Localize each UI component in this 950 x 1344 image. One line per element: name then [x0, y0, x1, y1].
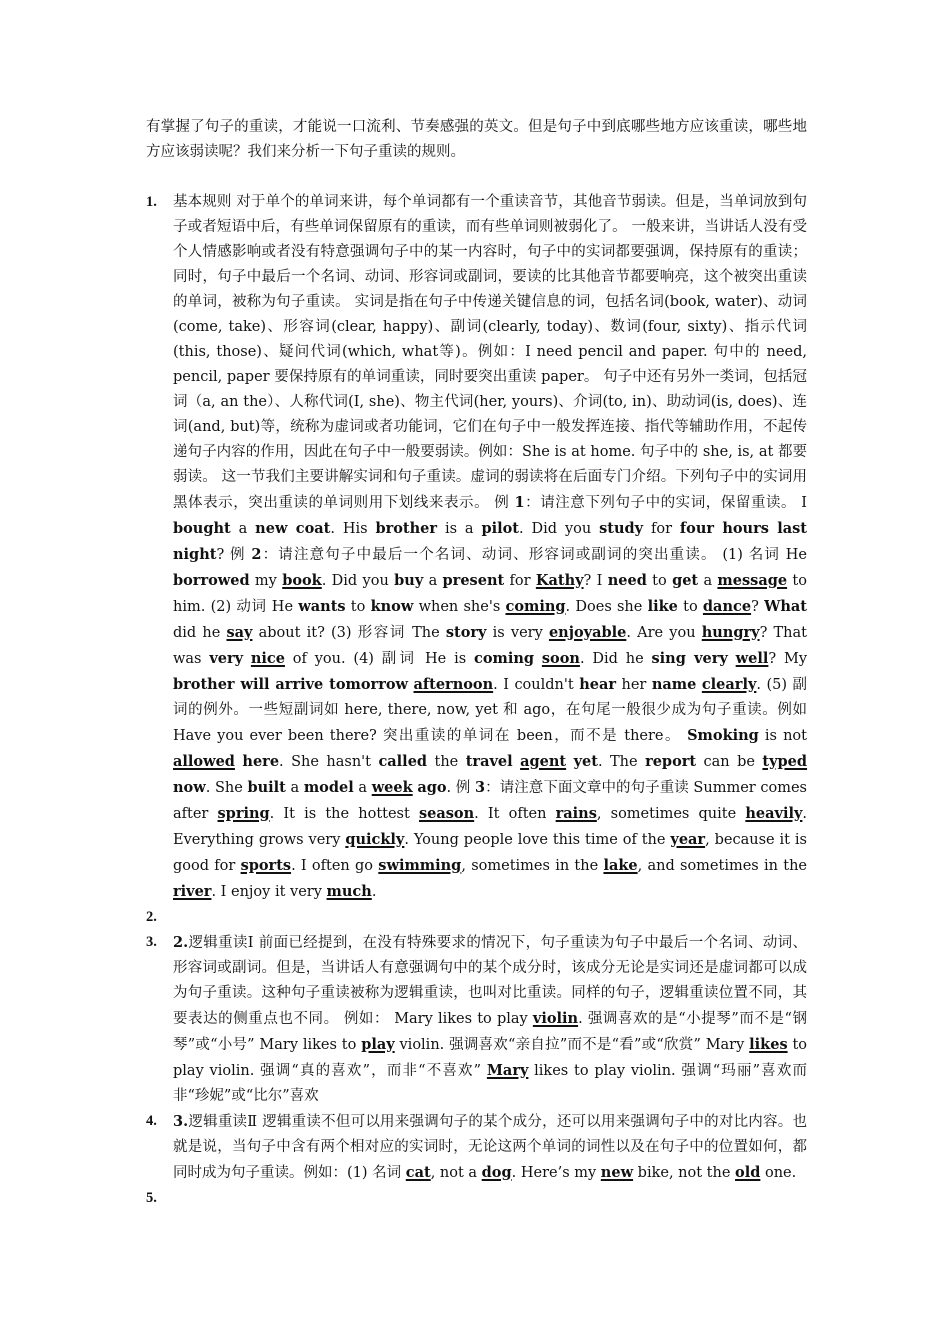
text-run: . Are you	[626, 625, 702, 641]
text-run	[513, 754, 520, 770]
stressed-word: river	[173, 883, 212, 900]
content-word: brother will arrive tomorrow	[173, 676, 408, 693]
stressed-word: well	[735, 650, 769, 667]
text-run: 基本规则 对于单个的单词来讲，每个单词都有一个重读音节，其他音节弱读。但是，当单词放到句子或者短语中后，有些单词保留原有的重读，而有些单词则被弱化了。 一般来讲，当讲话人没有受个人情感影响或者没有特意强调句子中的某一内容时，句子中的实词都要强调，保持原有的重读；同时，句子中最后一个名词、动词、形容词或副词，要读的比其他音节都要响亮，这个被突出重读的单词，被称为句子重读。 实词是指在句子中传递关键信息的词，包括名词(book, water)、动词(come, take)、形容词(clear, happy)、副词(clearly, today)、数词(four, sixty)、指示代词(this, those)、疑问代词(which, what等)。例如：I need pencil and paper. 句中的 need, pencil, paper 要保持原有的单词重读，同时要突出重读 paper。 句子中还有另外一类词，包括冠词（a, an the）、人称代词(I, she)、物主代词(her, yours)、介词(to, in)、助动词(is, does)、连词(and, but)等，统称为虚词或者功能词，它们在句子中一般发挥连接、指代等辅助作用，不起传递句子内容的作用，因此在句子中一般要弱读。例如：She is at home. 句子中的 she, is, at 都要弱读。 这一节我们主要讲解实词和句子重读。虚词的弱读将在后面专门介绍。下列句子中的实词用黑体表示，突出重读的单词则用下划线来表示。 例	[173, 194, 807, 511]
text-run: . She hasn't	[279, 754, 379, 770]
text-run: . 强调喜欢的是“小提琴”而不是“钢琴”或“小号” Mary likes to	[173, 1011, 807, 1053]
text-run: . His	[330, 521, 376, 537]
text-run: ：请注意下面文章中的句子重读 Summer comes after	[173, 780, 807, 822]
list-number: 2.	[146, 909, 157, 925]
list-item	[146, 930, 807, 1109]
text-run: of you. (4) 副词 He is	[284, 651, 474, 667]
text-run: . Everything grows very	[173, 806, 807, 848]
list-item	[146, 190, 807, 905]
text-run: a	[230, 521, 256, 537]
text-run: . I often go	[291, 858, 379, 874]
stressed-word: say	[226, 624, 253, 641]
text-run: her	[616, 677, 652, 693]
content-word: new coat	[255, 520, 331, 537]
stressed-word: rains	[555, 805, 597, 822]
text-run: ? That was	[173, 625, 807, 667]
stressed-word: dog	[481, 1164, 512, 1181]
list-number: 1.	[146, 194, 157, 210]
text-run: ?	[751, 599, 765, 615]
stressed-word: likes	[749, 1036, 788, 1053]
content-word: present	[442, 572, 505, 589]
content-word: name	[651, 676, 697, 693]
stressed-word: typed	[762, 753, 808, 770]
content-word: hear	[579, 676, 616, 693]
content-word: brother	[375, 520, 438, 537]
stressed-word: much	[326, 883, 372, 900]
content-word: four hours last night	[173, 520, 807, 563]
text-run: . Did you	[321, 573, 395, 589]
text-run: , and sometimes in the	[637, 858, 807, 874]
content-word: called	[378, 753, 428, 770]
content-word: 3.	[173, 1113, 189, 1130]
content-word: pilot	[481, 520, 519, 537]
stressed-word: season	[418, 805, 475, 822]
text-run: ? I	[583, 573, 608, 589]
text-run: one.	[760, 1165, 797, 1181]
stressed-word: violin	[532, 1010, 579, 1027]
list-item	[146, 905, 807, 930]
stressed-word: week	[371, 779, 413, 796]
text-run	[534, 651, 542, 667]
content-word: model	[303, 779, 354, 796]
text-run: . I enjoy it very	[211, 884, 327, 900]
stressed-word: coming	[505, 598, 566, 615]
stressed-word: year	[670, 831, 706, 848]
text-run: . Did he	[579, 651, 652, 667]
text-run: is very	[486, 625, 549, 641]
content-word: travel	[465, 753, 513, 770]
list-item	[146, 1109, 807, 1186]
text-run: . Does she	[565, 599, 648, 615]
content-word: borrowed	[173, 572, 250, 589]
text-run: to	[677, 599, 703, 615]
content-word: coming	[474, 650, 535, 667]
content-word: buy	[394, 572, 424, 589]
text-run: to	[646, 573, 673, 589]
text-run: 逻辑重读Ⅱ 逻辑重读不但可以用来强调句子的某个成分，还可以用来强调句子中的对比内容。也就是说，当句子中含有两个相对应的实词时，无论这两个单词的词性以及在句子中的位置如何，都同时成为句子重读。例如：(1) 名词	[173, 1114, 807, 1181]
stressed-word: heavily	[745, 805, 803, 822]
text-run: did he	[173, 625, 227, 641]
list-number: 3.	[146, 934, 157, 950]
text-run: a	[698, 573, 718, 589]
content-word: report	[645, 753, 697, 770]
text-run: ? 例	[216, 547, 252, 563]
stressed-word: lake	[603, 857, 638, 874]
text-run: the	[427, 754, 466, 770]
stressed-word: nice	[250, 650, 285, 667]
text-run: ：请注意句子中最后一个名词、动词、形容词或副词的突出重读。 (1) 名词 He	[261, 547, 808, 563]
text-run: likes to play violin. 强调“玛丽”喜欢而非“珍妮”或“比尔”喜欢	[173, 1063, 807, 1104]
text-run: , not a	[430, 1165, 482, 1181]
stressed-word: hungry	[701, 624, 760, 641]
stressed-word: quickly	[345, 831, 405, 848]
content-word: Smoking	[687, 727, 759, 744]
intro-paragraph: 有掌握了句子的重读，才能说一口流利、节奏感强的英文。但是句子中到底哪些地方应该重读，哪些地方应该弱读呢？我们来分析一下句子重读的规则。	[146, 119, 807, 160]
text-run: about it? (3) 形容词 The	[252, 625, 446, 641]
content-word: story	[445, 624, 487, 641]
content-word: like	[647, 598, 678, 615]
stressed-word: message	[717, 572, 788, 589]
stressed-word: afternoon	[413, 676, 494, 693]
stressed-word: new	[600, 1164, 634, 1181]
text-run: . Did you	[519, 521, 600, 537]
text-run	[243, 651, 251, 667]
stressed-word: play	[361, 1036, 395, 1053]
text-run: is not	[758, 728, 807, 744]
stressed-word: clearly	[701, 676, 757, 693]
text-run: . Young people love this time of the	[404, 832, 671, 848]
content-word: 2	[251, 546, 262, 563]
text-run: .	[371, 884, 377, 900]
text-run: 逻辑重读Ⅰ 前面已经提到，在没有特殊要求的情况下，句子重读为句子中最后一个名词、动词、形容词或副词。但是，当讲话人有意强调句中的某个成分时，该成分无论是实词还是虚词都可以成为句子重读。这种句子重读被称为逻辑重读，也叫对比重读。同样的句子，逻辑重读位置不同，其要表达的侧重点也不同。 例如： Mary likes to play	[173, 935, 807, 1027]
text-run: bike, not the	[633, 1165, 736, 1181]
text-run: , because it is good for	[173, 832, 807, 874]
text-run: . Here’s my	[511, 1165, 601, 1181]
text-run: ：请注意下列句子中的实词，保留重读。 I	[524, 495, 807, 511]
numbered-list	[146, 190, 807, 1211]
text-run: . 例	[446, 780, 476, 796]
stressed-word: old	[735, 1164, 761, 1181]
stressed-word: allowed	[173, 753, 235, 770]
stressed-word: sports	[240, 857, 292, 874]
content-word: study	[599, 520, 644, 537]
content-word: 1	[514, 494, 525, 511]
content-word: yet	[573, 753, 598, 770]
content-word: need	[607, 572, 647, 589]
content-word: wants	[298, 598, 346, 615]
text-run: ? My	[768, 651, 808, 667]
text-run: , sometimes in the	[461, 858, 604, 874]
stressed-word: swimming	[378, 857, 462, 874]
text-run: . It is the hottest	[269, 806, 419, 822]
text-run: to play violin. 强调“真的喜欢”，而非“不喜欢”	[173, 1037, 808, 1079]
stressed-word: Mary	[486, 1062, 529, 1079]
content-word: 3	[475, 779, 486, 796]
stressed-word: soon	[541, 650, 580, 667]
content-word: What	[764, 598, 807, 615]
content-word: get	[672, 572, 699, 589]
content-word: know	[370, 598, 414, 615]
text-run: a	[285, 780, 304, 796]
list-number: 5.	[146, 1190, 157, 1206]
stressed-word: enjoyable	[548, 624, 627, 641]
text-run: for	[504, 573, 536, 589]
text-run: violin. 强调喜欢“亲自拉”而不是“看”或“欣赏” Mary	[394, 1037, 750, 1053]
content-word: bought	[173, 520, 231, 537]
content-word: 2.	[173, 934, 189, 951]
list-number: 4.	[146, 1113, 157, 1129]
text-run: . (5) 副词的例外。一些短副词如 here, there, now, yet 和 ago，在句尾一般很少成为句子重读。例如 Have you ever been there? 突出重读的单词在 been，而不是 there。	[173, 677, 807, 744]
list-item	[146, 1186, 807, 1211]
text-run: . She	[205, 780, 248, 796]
text-run: a	[423, 573, 443, 589]
text-run: . The	[597, 754, 646, 770]
text-run	[728, 651, 736, 667]
content-word: built	[247, 779, 286, 796]
text-run: . It often	[474, 806, 556, 822]
stressed-word: agent	[520, 753, 567, 770]
content-word: very	[209, 650, 244, 667]
stressed-word: dance	[702, 598, 752, 615]
content-word: ago	[417, 779, 447, 796]
stressed-word: cat	[405, 1164, 431, 1181]
text-run: a	[353, 780, 372, 796]
text-run: for	[643, 521, 680, 537]
stressed-word: book	[282, 572, 322, 589]
text-run: to	[345, 599, 371, 615]
text-run: is a	[437, 521, 482, 537]
text-run	[566, 754, 573, 770]
stressed-word: Kathy	[535, 572, 584, 589]
text-run: to him. (2) 动词 He	[173, 573, 807, 615]
text-run: can be	[696, 754, 763, 770]
text-run: when she's	[413, 599, 506, 615]
stressed-word: spring	[217, 805, 270, 822]
text-run: my	[249, 573, 283, 589]
content-word: here	[242, 753, 280, 770]
text-run: , sometimes quite	[596, 806, 746, 822]
content-word: now	[173, 779, 206, 796]
content-word: sing very	[651, 650, 728, 667]
text-run: . I couldn't	[493, 677, 580, 693]
